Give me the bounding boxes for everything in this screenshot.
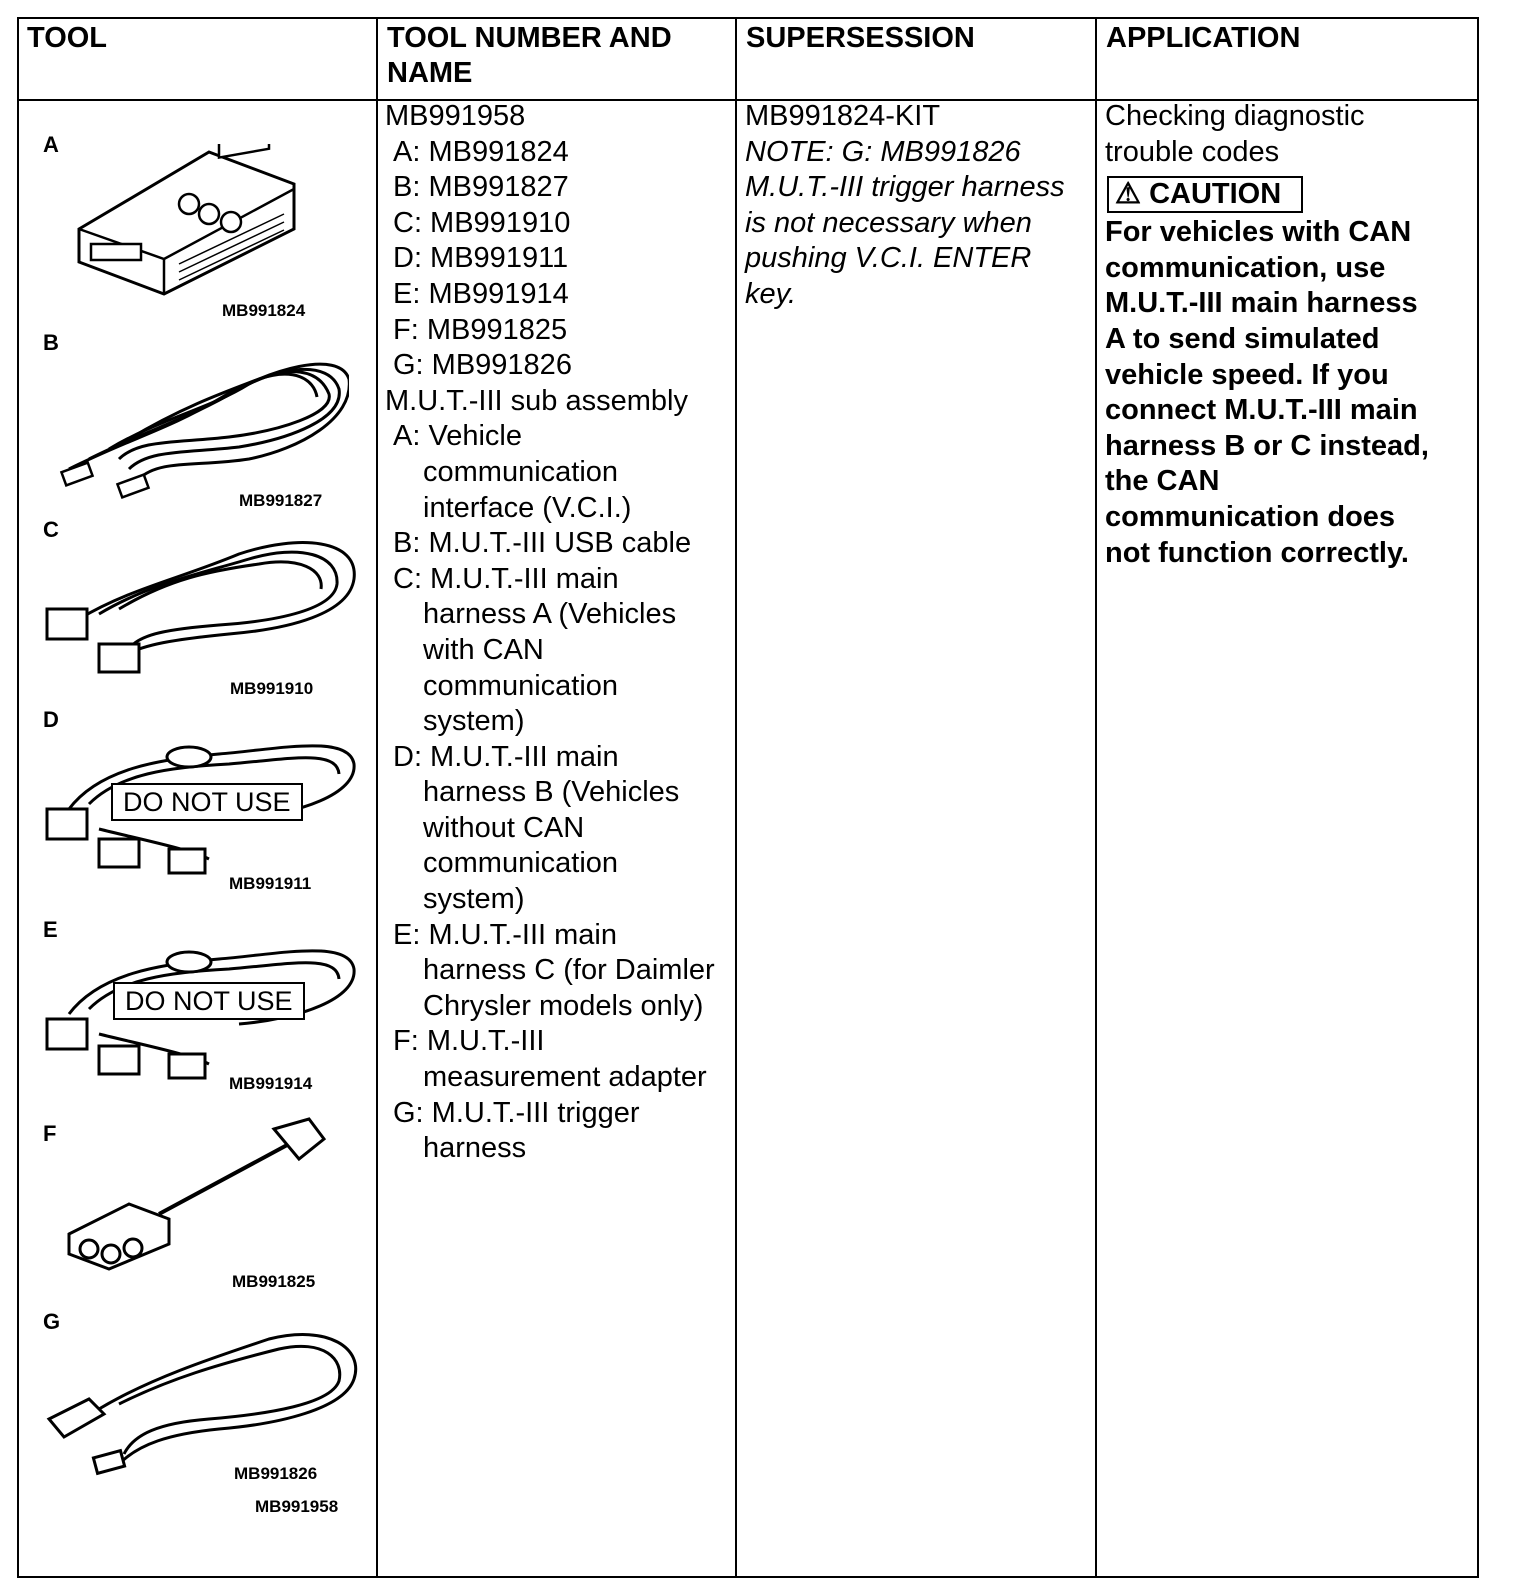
supersession-kit: MB991824-KIT — [745, 100, 941, 132]
application-cell — [1105, 99, 1429, 571]
column-divider — [735, 19, 737, 1576]
tool-number-line: with CAN — [423, 633, 544, 666]
caution-line: communication, use — [1105, 251, 1386, 284]
header-tool: TOOL — [27, 22, 108, 54]
caution-line: not function correctly. — [1105, 536, 1409, 569]
tool-number-line: A: Vehicle — [393, 420, 522, 453]
caution-line: A to send simulated — [1105, 322, 1380, 355]
tool-number-line: B: M.U.T.-III USB cable — [393, 527, 692, 560]
tool-number-line: E: MB991914 — [393, 277, 569, 310]
tool-number-line: G: M.U.T.-III trigger — [393, 1096, 640, 1129]
caution-line: connect M.U.T.-III main — [1105, 394, 1418, 427]
tool-number-line: measurement adapter — [423, 1061, 707, 1094]
application-line-1: Checking diagnostic — [1105, 100, 1365, 132]
caution-line: M.U.T.-III main harness — [1105, 287, 1418, 320]
tool-number-label-g: MB991826 — [234, 1464, 318, 1483]
header-tool-number-line1: TOOL NUMBER AND — [387, 22, 672, 54]
supersession-note — [745, 135, 1065, 313]
tool-table — [17, 17, 1479, 1578]
main-harness-a-icon — [39, 529, 359, 679]
tool-letter-c: C — [43, 517, 59, 542]
vci-device-icon — [69, 144, 309, 304]
application-line-2: trouble codes — [1105, 135, 1280, 168]
tool-number-line: E: M.U.T.-III main — [393, 918, 617, 951]
caution-text — [1105, 215, 1429, 571]
tool-number-label-c: MB991910 — [230, 679, 314, 698]
caution-line: communication does — [1105, 500, 1396, 533]
tool-number-label-d: MB991911 — [229, 874, 312, 893]
tool-number-line: D: MB991911 — [393, 242, 569, 275]
trigger-harness-icon — [39, 1319, 359, 1479]
tool-number-line: A: MB991824 — [393, 135, 569, 168]
caution-line: vehicle speed. If you — [1105, 358, 1389, 391]
tool-number-line: F: MB991825 — [393, 313, 568, 346]
tool-number-line: MB991958 — [385, 100, 526, 132]
tool-number-line: communication — [423, 669, 619, 702]
caution-badge — [1107, 176, 1303, 213]
note-line: NOTE: G: MB991826 — [745, 135, 1021, 168]
tool-number-list — [385, 99, 715, 1167]
tool-number-line: system) — [423, 883, 525, 916]
tool-number-line: F: M.U.T.-III — [393, 1025, 545, 1058]
note-line: key. — [745, 277, 797, 310]
column-divider — [1095, 19, 1097, 1576]
header-supersession: SUPERSESSION — [746, 22, 975, 54]
tool-letter-e: E — [43, 917, 58, 942]
tool-number-line: harness — [423, 1132, 527, 1165]
tool-number-line: communication — [423, 847, 619, 880]
tool-letter-f: F — [43, 1121, 57, 1146]
note-line: M.U.T.-III trigger harness — [745, 171, 1065, 204]
tool-letter-b: B — [43, 330, 59, 355]
note-line: pushing V.C.I. ENTER — [745, 242, 1032, 275]
tool-number-line: B: MB991827 — [393, 171, 569, 204]
usb-cable-icon — [49, 339, 349, 499]
note-line: is not necessary when — [745, 206, 1032, 239]
tool-number-line: harness A (Vehicles — [423, 598, 677, 631]
caution-line: the CAN — [1105, 465, 1220, 498]
header-tool-number — [387, 21, 672, 91]
tool-number-label-e: MB991914 — [229, 1074, 313, 1093]
caution-label: CAUTION — [1149, 178, 1282, 211]
header-application: APPLICATION — [1106, 22, 1301, 54]
tool-number-line: communication — [423, 455, 619, 488]
kit-number-label: MB991958 — [255, 1497, 339, 1516]
tool-number-line: G: MB991826 — [393, 349, 572, 382]
tool-number-line: system) — [423, 705, 525, 738]
tool-number-line: harness C (for Daimler — [423, 954, 715, 987]
tool-number-line: harness B (Vehicles — [423, 776, 680, 809]
tool-letter-a: A — [43, 132, 59, 157]
measurement-adapter-icon — [59, 1114, 339, 1274]
tool-letter-g: G — [43, 1309, 61, 1334]
tool-number-line: C: MB991910 — [393, 206, 571, 239]
tool-number-line: Chrysler models only) — [423, 989, 704, 1022]
column-divider — [376, 19, 378, 1576]
tool-number-line: M.U.T.-III sub assembly — [385, 384, 688, 417]
header-tool-number-line2: NAME — [387, 57, 473, 89]
tool-number-line: C: M.U.T.-III main — [393, 562, 619, 595]
supersession-cell — [745, 99, 1065, 313]
tool-number-label-f: MB991825 — [232, 1272, 316, 1291]
do-not-use-label-e: DO NOT USE — [113, 982, 305, 1020]
warning-triangle-icon: ⚠ — [1115, 178, 1141, 211]
tool-number-label-a: MB991824 — [222, 301, 306, 320]
tool-letter-d: D — [43, 707, 59, 732]
caution-line: For vehicles with CAN — [1105, 216, 1412, 249]
tool-number-label-b: MB991827 — [239, 491, 323, 510]
tool-number-line: without CAN — [423, 811, 585, 844]
tool-number-line: interface (V.C.I.) — [423, 491, 632, 524]
caution-line: harness B or C instead, — [1105, 429, 1429, 462]
tool-number-line: D: M.U.T.-III main — [393, 740, 619, 773]
do-not-use-label-d: DO NOT USE — [111, 783, 303, 821]
